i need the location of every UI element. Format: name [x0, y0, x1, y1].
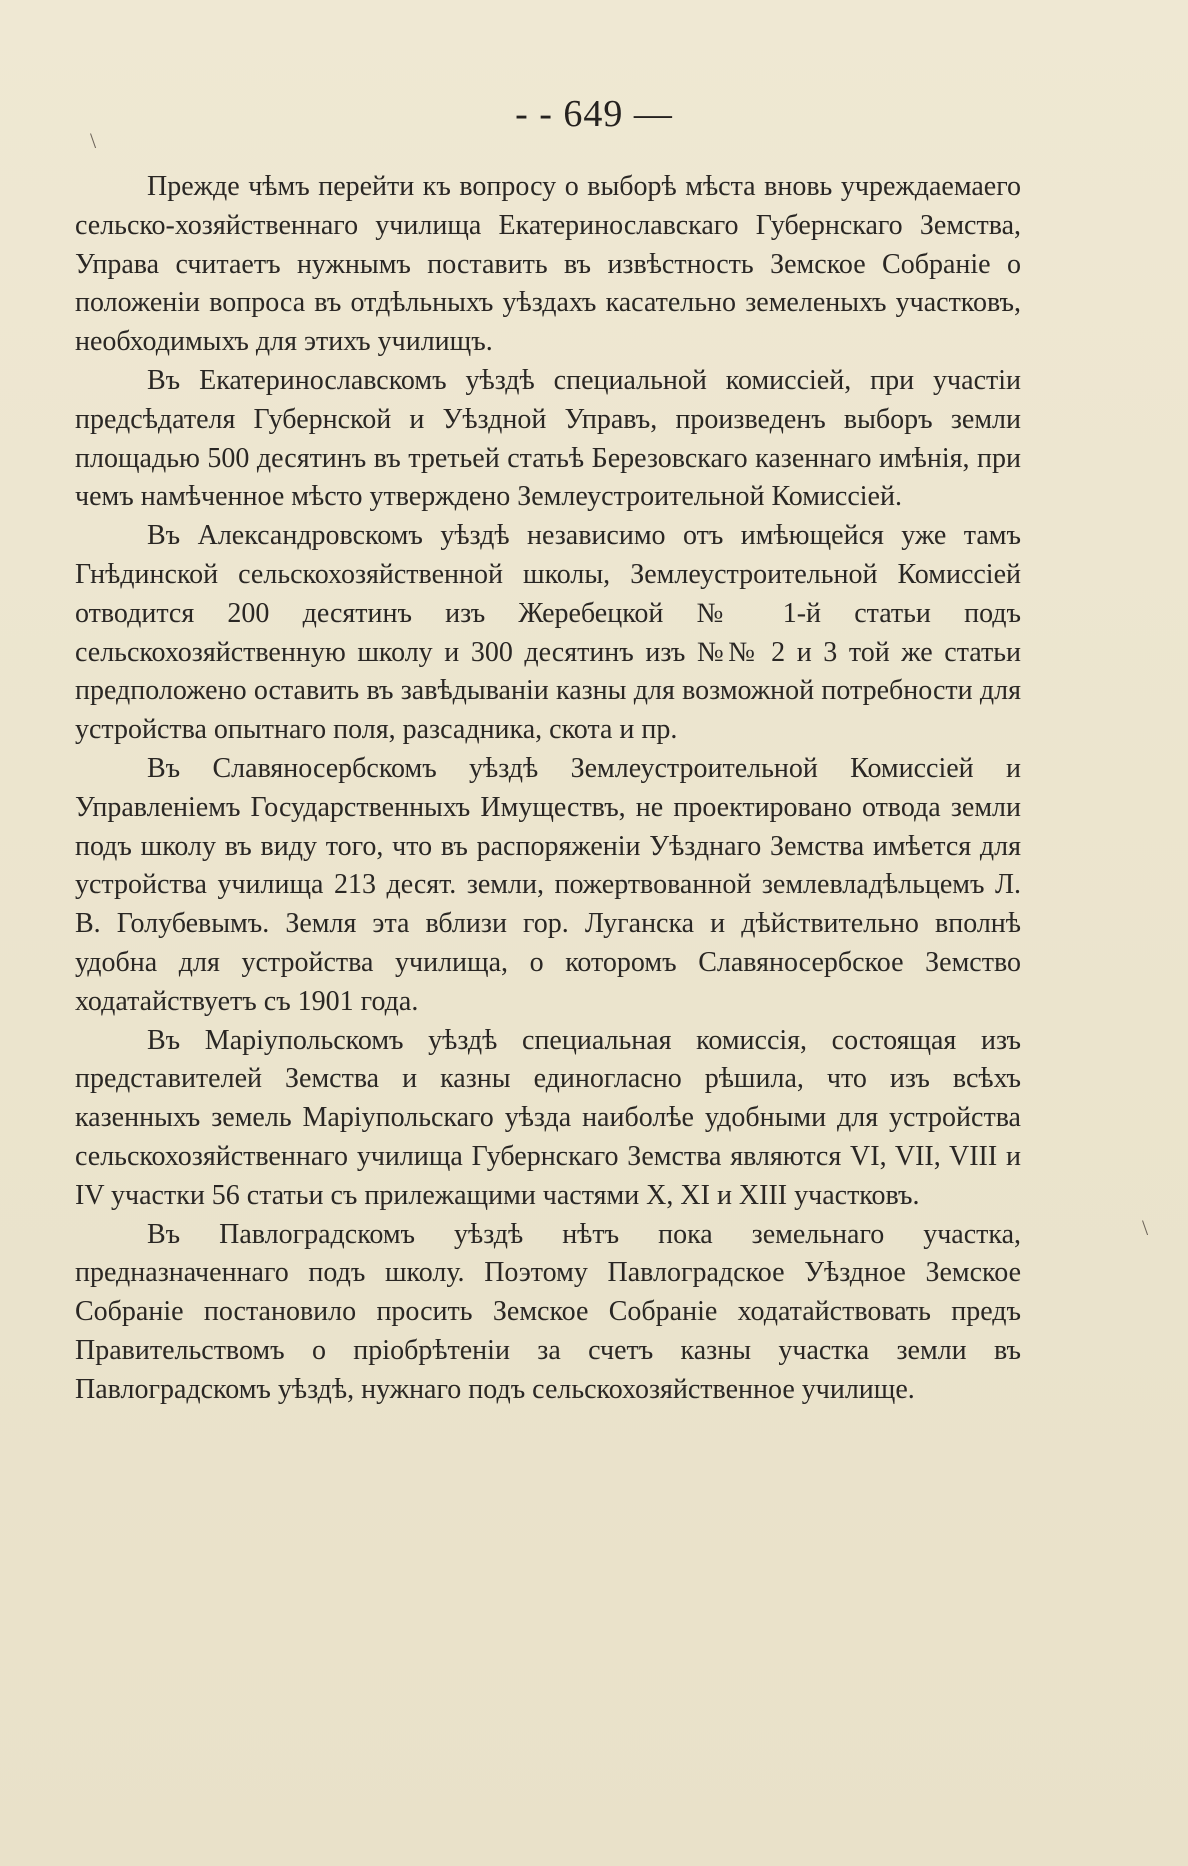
- page-number: - - 649 —: [515, 93, 673, 135]
- paragraph-mariupol: Въ Маріупольскомъ уѣздѣ специальная комиссія, состоящая изъ представителей Земства и казны единогласно рѣшила, что изъ всѣхъ казенныхъ земель Маріупольскаго уѣзда наиболѣе удобными для устройства сельскохозяйственнаго училища Губернскаго Земства являются VI, VII, VIII и IV участки 56 статьи съ прилежащими частями X, XI и XIII участковъ.: [75, 1024, 1021, 1211]
- margin-mark: \: [90, 128, 97, 153]
- body-text: [75, 168, 1021, 1410]
- paragraph-intro: Прежде чѣмъ перейти къ вопросу о выборѣ мѣста вновь учреждаемаего сельско-хозяйственнаго училища Екатеринославскаго Губернскаго Земства, Управа считаетъ нужнымъ поставить въ извѣстность Земское Собраніе о положеніи вопроса въ отдѣльныхъ уѣздахъ касательно земеленыхъ участковъ, необходимыхъ для этихъ училищъ.: [75, 171, 1021, 358]
- paragraph-pavlograd: Въ Павлоградскомъ уѣздѣ нѣтъ пока земельнаго участка, предназначеннаго подъ школу. Поэтому Павлоградское Уѣздное Земское Собраніе постановило просить Земское Собраніе ходатайствовать предъ Правительствомъ о пріобрѣтеніи за счетъ казны участка земли въ Павлоградскомъ уѣздѣ, нужнаго подъ сельскохозяйственное училище.: [75, 1218, 1021, 1405]
- margin-mark: \: [1142, 1215, 1149, 1240]
- paragraph-slavyanoserbsk: Въ Славяносербскомъ уѣздѣ Землеустроительной Комиссіей и Управленіемъ Государственныхъ Имуществъ, не проектировано отвода земли подъ школу въ виду того, что въ распоряженіи Уѣзднаго Земства имѣется для устройства училища 213 десят. земли, пожертвованной землевладѣльцемъ Л. В. Голубевымъ. Земля эта вблизи гор. Луганска и дѣйствительно вполнѣ удобна для устройства училища, о которомъ Славяносербское Земство ходатайствуетъ съ 1901 года.: [75, 752, 1021, 1017]
- paragraph-ekaterinoslav: Въ Екатеринославскомъ уѣздѣ специальной комиссіей, при участіи предсѣдателя Губернской и Уѣздной Управъ, произведенъ выборъ земли площадью 500 десятинъ въ третьей статьѣ Березовскаго казеннаго имѣнія, при чемъ намѣченное мѣсто утверждено Землеустроительной Комиссіей.: [75, 364, 1021, 513]
- paragraph-aleksandrovsk: Въ Александровскомъ уѣздѣ независимо отъ имѣющейся уже тамъ Гнѣдинской сельскохозяйственной школы, Землеустроительной Комиссіей отводится 200 десятинъ изъ Жеребецкой № 1-й статьи подъ сельскохозяйственную школу и 300 десятинъ изъ №№ 2 и 3 той же статьи предположено оставить въ завѣдываніи казны для возможной потребности для устройства опытнаго поля, разсадника, скота и пр.: [75, 520, 1021, 746]
